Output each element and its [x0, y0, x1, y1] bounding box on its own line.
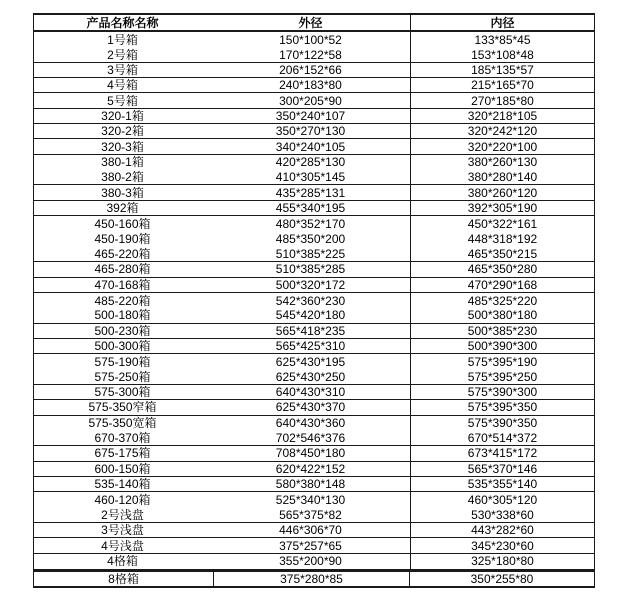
product-name-cell: 320-3箱 [101, 139, 144, 154]
inner-dimension-cell: 153*108*48 [410, 47, 594, 61]
table-row [34, 492, 594, 507]
inner-dimension-cell: 575*390*350 [410, 416, 594, 431]
inner-dimension-cell: 500*380*180 [410, 308, 594, 322]
table-row [34, 93, 594, 108]
inner-dimension-cell: 500*385*230 [410, 324, 594, 338]
table-row [34, 262, 594, 277]
product-name-cell: 450-160箱 [94, 216, 151, 231]
inner-dimension-cell: 465*350*280 [410, 262, 594, 276]
inner-dimension-cell: 325*180*80 [410, 554, 594, 569]
table-row [34, 385, 594, 400]
product-name-cell: 465-280箱 [94, 262, 151, 277]
product-name-cell: 575-350宽箱 [88, 416, 157, 431]
product-name-cell: 1号箱 [107, 32, 138, 47]
table-row [34, 354, 594, 369]
product-name-cell: 470-168箱 [94, 277, 151, 292]
product-name-cell: 4号箱 [107, 78, 138, 93]
table-row [34, 339, 594, 354]
product-name-cell: 500-230箱 [94, 323, 151, 338]
outer-dimension-cell: 580*380*148 [275, 477, 346, 492]
product-name-cell: 3号箱 [107, 62, 138, 77]
inner-dimension-cell: 270*185*80 [410, 93, 594, 107]
table-row [34, 278, 594, 293]
inner-dimension-cell: 320*242*120 [410, 124, 594, 138]
outer-dimension-cell: 300*205*90 [279, 93, 342, 108]
inner-dimension-cell: 380*260*120 [410, 185, 594, 199]
product-name-cell: 535-140箱 [94, 477, 151, 492]
outer-dimension-cell: 446*306*70 [279, 523, 342, 538]
product-name-cell: 575-350窄箱 [88, 400, 157, 415]
outer-dimension-cell: 410*305*145 [275, 170, 346, 185]
table-row [34, 308, 594, 323]
product-name-cell: 500-180箱 [94, 308, 151, 323]
outer-dimension-cell: 625*430*250 [275, 369, 346, 384]
outer-dimension-cell: 480*352*170 [275, 216, 346, 231]
product-name-cell: 465-220箱 [94, 246, 151, 261]
product-name-cell: 670-370箱 [94, 431, 151, 446]
inner-dimension-cell: 133*85*45 [410, 32, 594, 47]
inner-dimension-cell: 575*390*300 [410, 385, 594, 399]
table-body [34, 32, 594, 569]
product-name-cell: 675-175箱 [94, 446, 151, 461]
outer-dimension-cell: 350*240*107 [275, 108, 346, 123]
inner-dimension-cell: 670*514*372 [410, 431, 594, 445]
table-row [34, 523, 594, 538]
table-row [34, 32, 594, 47]
product-name-cell: 3号浅盘 [101, 523, 144, 538]
header-inner-diameter: 内径 [410, 15, 594, 30]
inner-dimension-cell: 443*282*60 [410, 523, 594, 537]
product-name-cell: 2号浅盘 [101, 507, 144, 522]
outer-dimension-cell: 485*350*200 [275, 232, 346, 247]
table-row [34, 324, 594, 339]
header-product-name: 产品名称名称 [86, 15, 159, 30]
outer-dimension-cell: 625*430*370 [275, 400, 346, 415]
outer-dimension-cell: 565*418*235 [275, 323, 346, 338]
inner-dimension-cell: 565*370*146 [410, 462, 594, 476]
product-name-cell: 380-2箱 [101, 170, 144, 185]
product-name-cell: 320-2箱 [101, 124, 144, 139]
table-row [34, 216, 594, 231]
table-row [34, 477, 594, 492]
table-header-row [34, 15, 594, 32]
outer-dimension-cell: 702*546*376 [275, 431, 346, 446]
outer-dimension-cell: 625*430*195 [275, 354, 346, 369]
outer-dimension-cell: 510*385*225 [275, 246, 346, 261]
inner-dimension-cell: 350*255*80 [409, 572, 594, 586]
inner-dimension-cell: 345*230*60 [410, 538, 594, 552]
product-name-cell: 4格箱 [107, 554, 138, 569]
product-name-cell: 500-300箱 [94, 339, 151, 354]
table-row [34, 63, 594, 78]
inner-dimension-cell: 535*355*140 [410, 477, 594, 491]
outer-dimension-cell: 708*450*180 [275, 446, 346, 461]
product-name-cell: 460-120箱 [94, 492, 151, 507]
product-name-cell: 485-220箱 [94, 293, 151, 308]
inner-dimension-cell: 448*318*192 [410, 231, 594, 246]
table-row [34, 231, 594, 246]
outer-dimension-cell: 640*430*310 [275, 385, 346, 400]
product-name-cell: 2号箱 [107, 47, 138, 62]
product-name-cell: 450-190箱 [94, 232, 151, 247]
table-row-8-grid-box [33, 570, 595, 588]
inner-dimension-cell: 500*390*300 [410, 339, 594, 353]
inner-dimension-cell: 450*322*161 [410, 216, 594, 231]
table-row [34, 78, 594, 93]
table-row [34, 538, 594, 553]
table-row [34, 431, 594, 446]
table-row [34, 170, 594, 185]
header-outer-diameter: 外径 [298, 15, 323, 30]
inner-dimension-cell: 215*165*70 [410, 78, 594, 92]
outer-dimension-cell: 150*100*52 [279, 32, 342, 47]
outer-dimension-cell: 640*430*360 [275, 416, 346, 431]
inner-dimension-cell: 380*260*130 [410, 155, 594, 170]
product-name-cell: 380-3箱 [101, 185, 144, 200]
product-name-cell: 320-1箱 [101, 108, 144, 123]
outer-dimension-cell: 170*122*58 [279, 47, 342, 62]
product-name-cell: 5号箱 [107, 93, 138, 108]
outer-dimension-cell: 375*257*65 [279, 538, 342, 553]
table-row [34, 293, 594, 308]
product-name-cell: 392箱 [106, 200, 139, 215]
outer-dimension-cell: 500*320*172 [275, 277, 346, 292]
table-row [34, 370, 594, 385]
outer-dimension-cell: 565*425*310 [275, 339, 346, 354]
table-row [34, 400, 594, 415]
product-name-cell: 575-190箱 [94, 354, 151, 369]
table-row [34, 124, 594, 139]
outer-dimension-cell: 240*183*80 [279, 78, 342, 93]
inner-dimension-cell: 470*290*168 [410, 278, 594, 292]
product-name-cell: 575-300箱 [94, 385, 151, 400]
inner-dimension-cell: 392*305*190 [410, 201, 594, 215]
product-size-table [33, 13, 595, 571]
table-row [34, 446, 594, 461]
table-row [34, 47, 594, 62]
table-row [34, 508, 594, 523]
table-row [34, 462, 594, 477]
product-name-cell: 380-1箱 [101, 155, 144, 170]
inner-dimension-cell: 320*218*105 [410, 109, 594, 123]
outer-dimension-cell: 340*240*105 [275, 139, 346, 154]
inner-dimension-cell: 575*395*190 [410, 354, 594, 369]
product-name-cell: 8格箱 [108, 572, 139, 586]
inner-dimension-cell: 460*305*120 [410, 492, 594, 507]
product-name-cell: 575-250箱 [94, 369, 151, 384]
product-name-cell: 4号浅盘 [101, 538, 144, 553]
outer-dimension-cell: 435*285*131 [275, 185, 346, 200]
inner-dimension-cell: 485*325*220 [410, 293, 594, 308]
inner-dimension-cell: 530*338*60 [410, 508, 594, 522]
outer-dimension-cell: 375*280*85 [213, 572, 409, 586]
inner-dimension-cell: 320*220*100 [410, 139, 594, 153]
outer-dimension-cell: 525*340*130 [275, 492, 346, 507]
inner-dimension-cell: 673*415*172 [410, 446, 594, 460]
table-row [34, 247, 594, 262]
outer-dimension-cell: 350*270*130 [275, 124, 346, 139]
table-row [34, 416, 594, 431]
table-row [34, 201, 594, 216]
outer-dimension-cell: 565*375*82 [279, 507, 342, 522]
outer-dimension-cell: 510*385*285 [275, 262, 346, 277]
table-row [34, 554, 594, 569]
outer-dimension-cell: 420*285*130 [275, 155, 346, 170]
outer-dimension-cell: 455*340*195 [275, 200, 346, 215]
inner-dimension-cell: 575*395*250 [410, 370, 594, 384]
outer-dimension-cell: 545*420*180 [275, 308, 346, 323]
outer-dimension-cell: 620*422*152 [275, 461, 346, 476]
inner-dimension-cell: 185*135*57 [410, 63, 594, 77]
inner-dimension-cell: 575*395*350 [410, 400, 594, 414]
table-row [34, 155, 594, 170]
product-name-cell: 600-150箱 [94, 461, 151, 476]
outer-dimension-cell: 542*360*230 [275, 293, 346, 308]
outer-dimension-cell: 355*200*90 [279, 554, 342, 569]
table-row [34, 109, 594, 124]
table-row [34, 139, 594, 154]
outer-dimension-cell: 206*152*66 [279, 62, 342, 77]
table-row [34, 185, 594, 200]
inner-dimension-cell: 380*280*140 [410, 170, 594, 184]
inner-dimension-cell: 465*350*215 [410, 247, 594, 261]
